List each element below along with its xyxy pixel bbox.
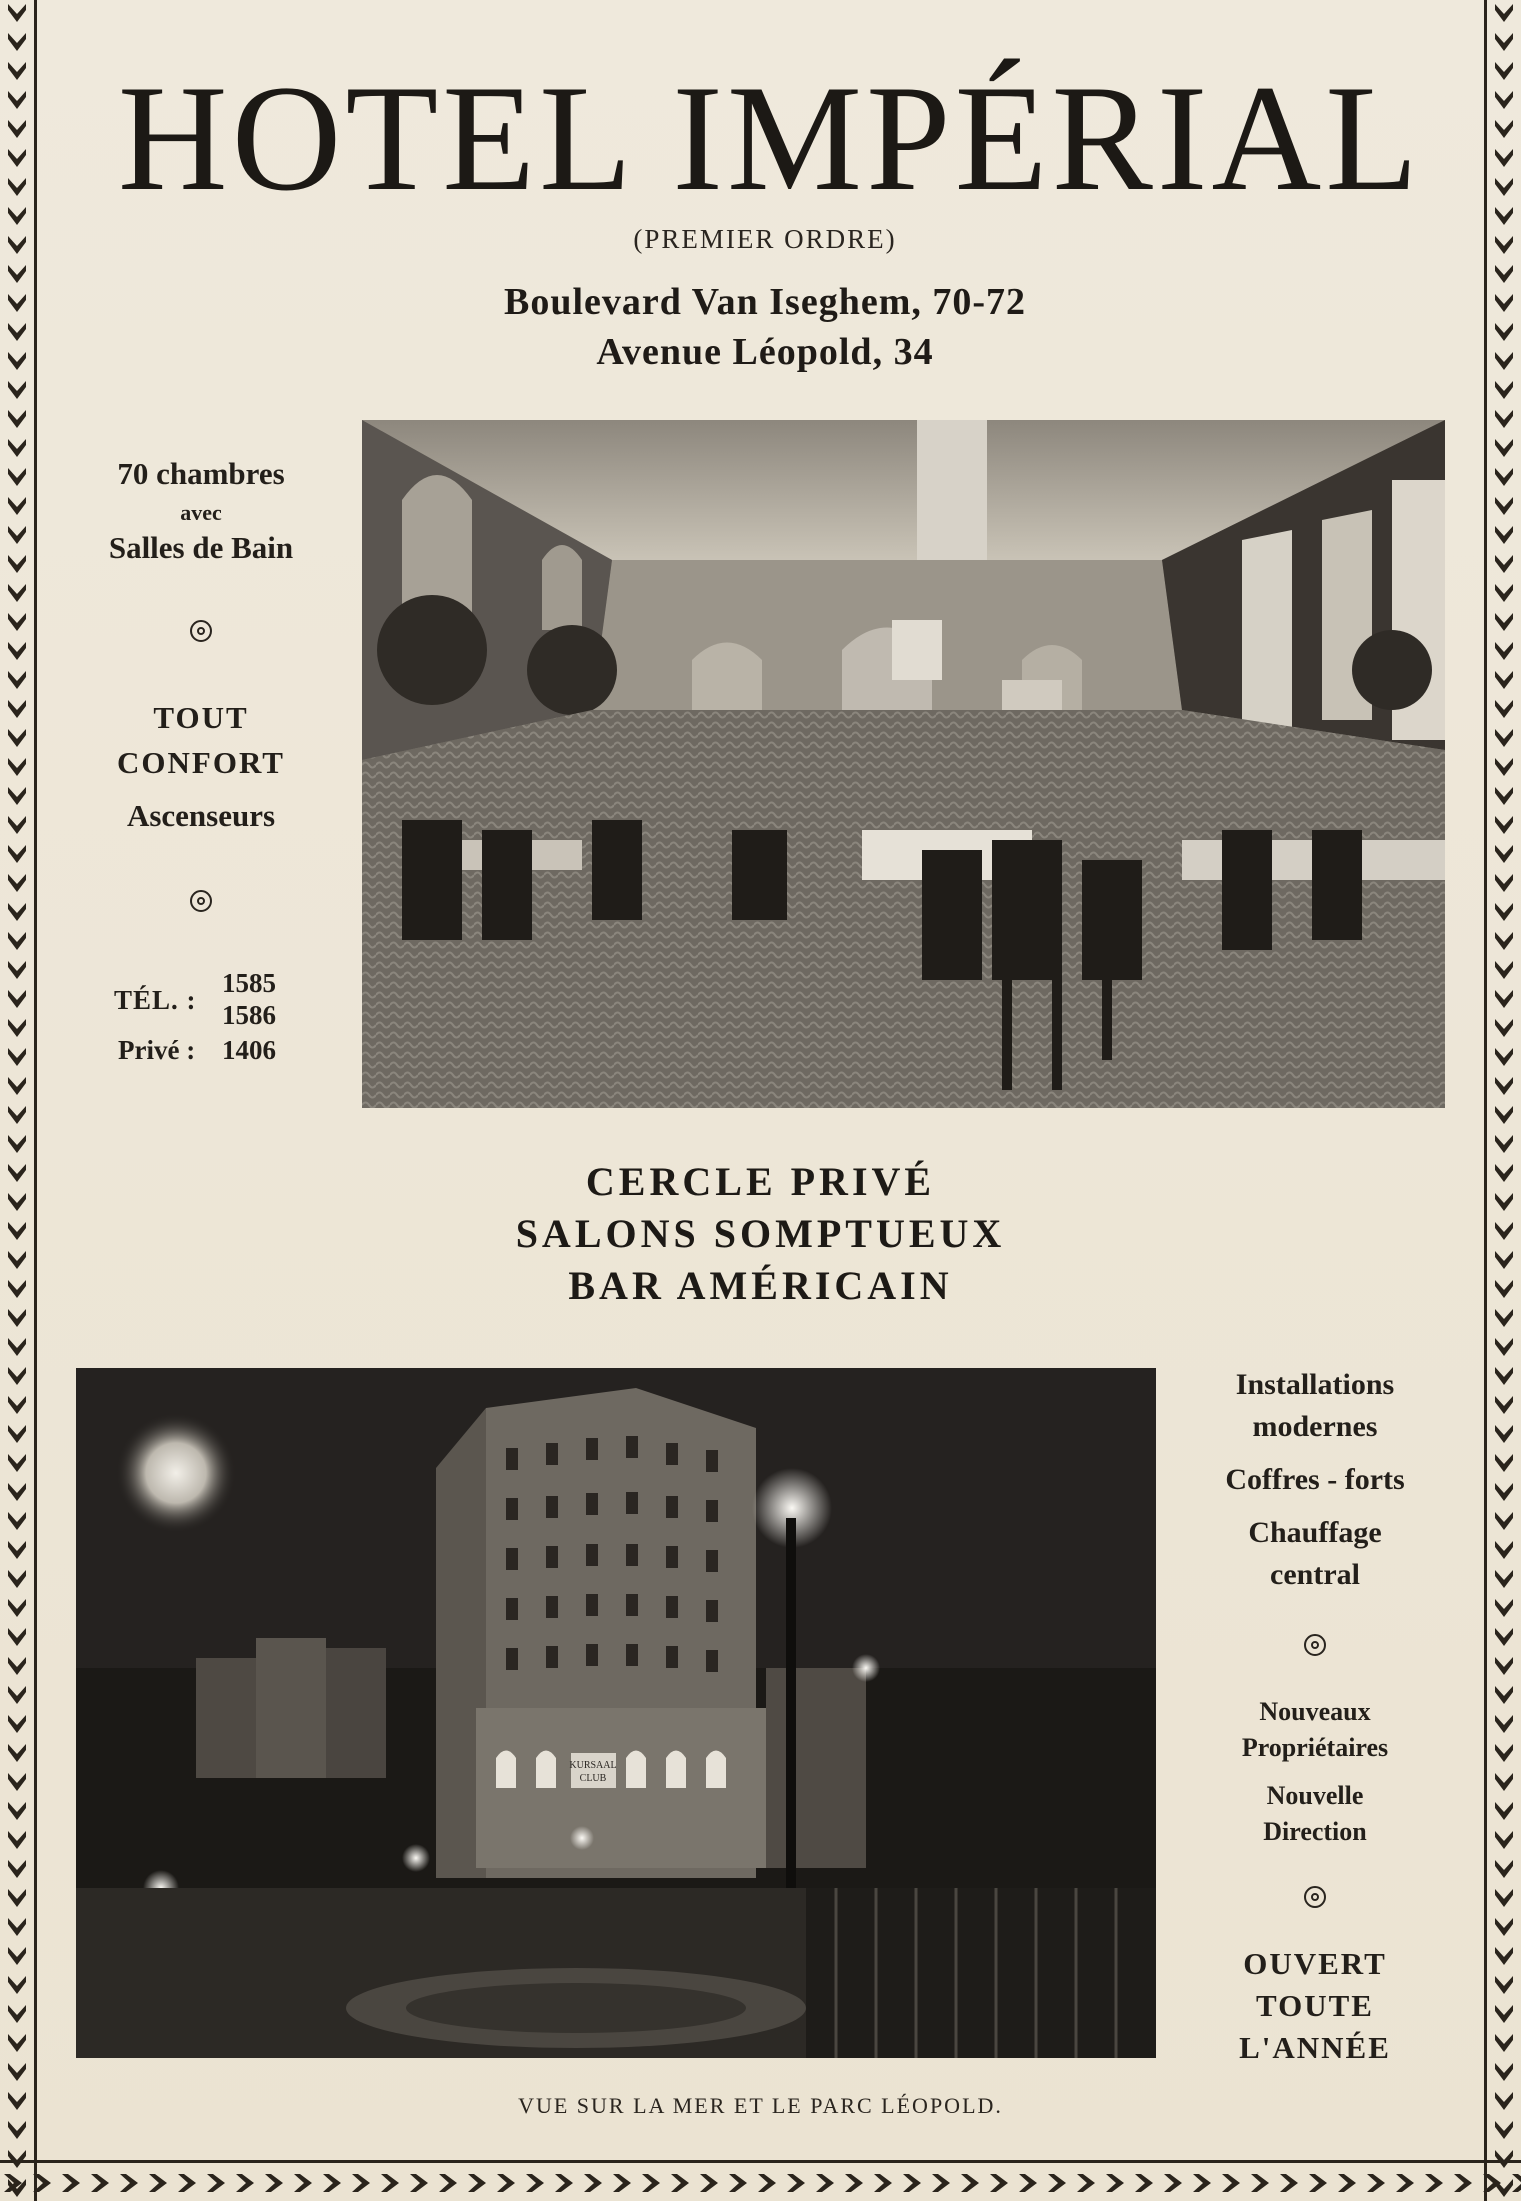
salons-line: SALONS SOMPTUEUX (515, 1211, 1006, 1256)
safes: Coffres - forts (1225, 1463, 1405, 1496)
installations-line-1: Installations (1235, 1368, 1395, 1401)
heating-line-2: central (1270, 1558, 1360, 1591)
comfort-line-1: TOUT (153, 700, 249, 735)
tel-number-1: 1585 (222, 968, 276, 998)
private-club-line: CERCLE PRIVÉ (585, 1159, 936, 1204)
svg-text:CLUB: CLUB (579, 1773, 607, 1784)
tel-label: TÉL. : (114, 985, 197, 1015)
owners-line-1: Nouveaux (1259, 1697, 1371, 1726)
interior-salon-photo (362, 420, 1445, 1108)
comfort-line-2: CONFORT (117, 745, 285, 780)
photo-caption: VUE SUR LA MER ET LE PARC LÉOPOLD. (518, 2093, 1003, 2118)
private-label: Privé : (118, 1035, 196, 1065)
hotel-rank: (PREMIER ORDRE) (633, 224, 897, 254)
ornament-icon (70, 890, 332, 917)
address-line-1: Boulevard Van Iseghem, 70-72 (503, 281, 1027, 323)
heating-line-1: Chauffage (1248, 1516, 1382, 1549)
private-number: 1406 (222, 1035, 276, 1065)
management-line-1: Nouvelle (1266, 1781, 1364, 1810)
ornament-icon (70, 620, 332, 647)
management-line-2: Direction (1263, 1817, 1367, 1846)
open-line-2: TOUTE (1256, 1988, 1374, 2023)
ornament-icon (1190, 1634, 1440, 1661)
bar-line: BAR AMÉRICAIN (568, 1263, 953, 1308)
kursaal-sign-text: KURSAAL (569, 1760, 617, 1771)
installations-line-2: modernes (1252, 1410, 1378, 1443)
address-line-2: Avenue Léopold, 34 (596, 331, 934, 373)
bathrooms: Salles de Bain (108, 530, 294, 565)
bottom-border-ornament (0, 2168, 1521, 2198)
rooms-with: avec (180, 500, 222, 525)
owners-line-2: Propriétaires (1241, 1733, 1389, 1762)
exterior-night-photo (76, 1368, 1156, 2058)
ornament-icon (1190, 1886, 1440, 1913)
elevators: Ascenseurs (126, 798, 276, 833)
hotel-title: HOTEL IMPÉRIAL (117, 54, 1423, 222)
open-line-1: OUVERT (1243, 1946, 1387, 1981)
bottom-border-rule (0, 2160, 1521, 2163)
open-line-3: L'ANNÉE (1239, 2030, 1391, 2065)
tel-number-2: 1586 (222, 1000, 276, 1030)
rooms-count: 70 chambres (117, 456, 285, 491)
